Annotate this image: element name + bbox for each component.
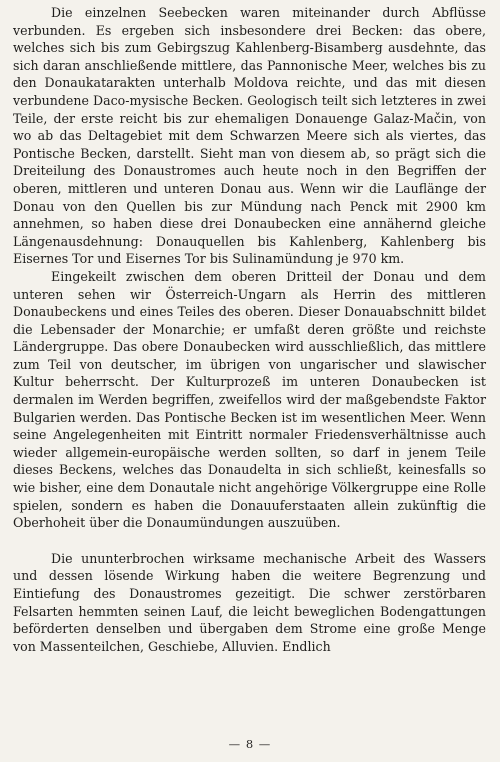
- page-number: — 8 —: [228, 737, 272, 752]
- paragraph-seebecken: Die einzelnen Seebecken waren miteinander durch Abflüsse verbunden. Es ergeben sich insbesondere drei Becken: das obere, welches sich bis zum Gebirgszug Kahlenberg-Bisamberg ausdehnte, das sich daran anschließende mittlere, das Pannonische Meer, welches bis zu den Donaukatarakten unterhalb Moldova reichte, und das mit diesen verbundene Daco-mysische Becken. Geologisch teilt sich letzteres in zwei Teile, der erste reicht bis zur ehemaligen Donauenge Galaz-Mačin, von wo ab das Deltagebiet mit dem Schwarzen Meere sich als viertes, das Pontische Becken, darstellt. Sieht man von diesem ab, so prägt sich die Dreiteilung des Donaustromes auch heute noch in den Begriffen der oberen, mittleren und unteren Donau aus. Wenn wir die Lauflänge der Donau von den Quellen bis zur Mündung nach Penck mit 2900 km annehmen, so haben diese drei Donaubecken eine annähernd gleiche Längenausdehnung: Donauquellen bis Kahlenberg, Kahlenberg bis Eisernes Tor und Eisernes Tor bis Sulinamündung je 970 km.: [13, 5, 486, 267]
- paragraph-oesterreich-ungarn: Eingekeilt zwischen dem oberen Dritteil der Donau und dem unteren sehen wir Österreich-Ungarn als Herrin des mittleren Donaubeckens und eines Teiles des oberen. Dieser Donauabschnitt bildet die Lebensader der Monarchie; er umfaßt deren größte und reichste Ländergruppe. Das obere Donaubecken wird ausschließlich, das mittlere zum Teil von deutscher, im übrigen von ungarischer und slawischer Kultur beherrscht. Der Kulturprozeß im unteren Donaubecken ist dermalen im Werden begriffen, zweifellos wird der maßgebendste Faktor Bulgarien werden. Das Pontische Becken ist im wesentlichen Meer. Wenn seine Angelegenheiten mit Eintritt normaler Friedensverhältnisse auch wieder allgemein-europäische werden sollten, so darf in jenem Teile dieses Beckens, welches das Donaudelta in sich schließt, keinesfalls so wie bisher, eine dem Donautale nicht angehörige Völkergruppe eine Rolle spielen, sondern es haben die Donauuferstaaten allein zukünftig die Oberhoheit über die Donaumündungen auszuüben.: [13, 268, 486, 531]
- paragraph-mechanische-arbeit: Die ununterbrochen wirksame mechanische Arbeit des Wassers und dessen lösende Wirkung haben die weitere Begrenzung und Eintiefung des Donaustromes gezeitigt. Die schwer zerstörbaren Felsarten hemmten seinen Lauf, die leicht beweglichen Bodengattungen beförderten denselben und übergaben dem Strome eine große Menge von Massenteilchen, Geschiebe, Alluvien. Endlich: [13, 550, 486, 654]
